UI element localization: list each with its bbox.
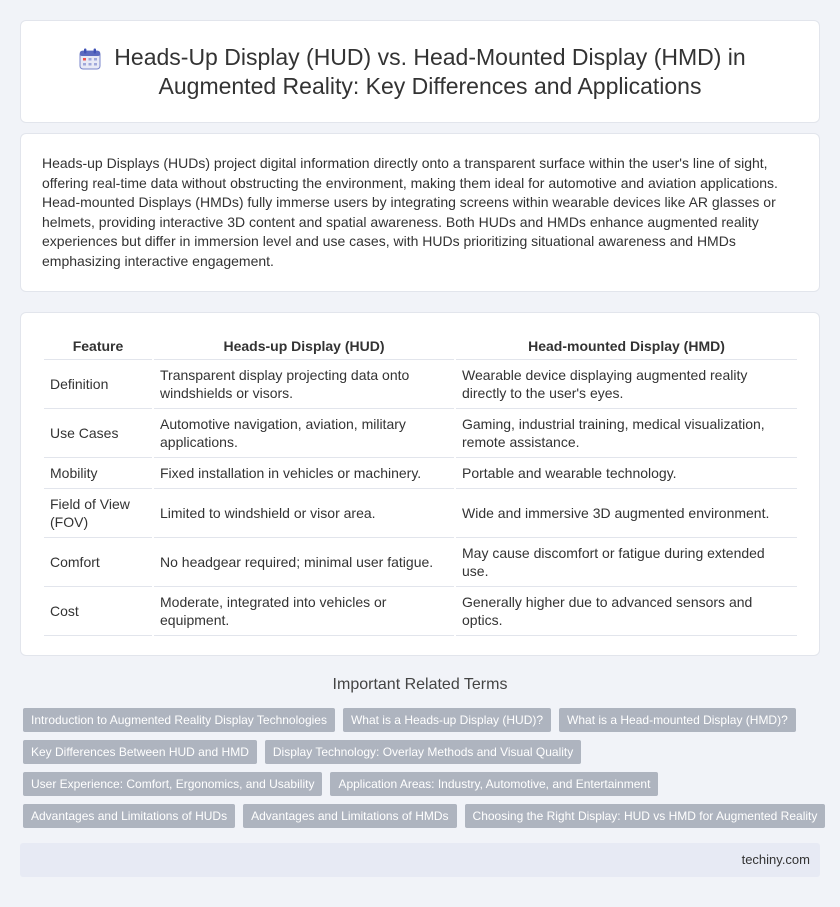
tag-row bbox=[23, 740, 823, 764]
related-term-tag[interactable]: Display Technology: Overlay Methods and Visual Quality bbox=[265, 740, 581, 764]
table-row bbox=[44, 458, 797, 489]
related-term-tag[interactable]: Advantages and Limitations of HMDs bbox=[243, 804, 456, 828]
related-term-tag[interactable]: Key Differences Between HUD and HMD bbox=[23, 740, 257, 764]
hmd-cell: Gaming, industrial training, medical visualization, remote assistance. bbox=[456, 409, 797, 458]
table-row bbox=[44, 360, 797, 409]
related-term-tag[interactable]: Advantages and Limitations of HUDs bbox=[23, 804, 235, 828]
hud-cell: Transparent display projecting data onto windshields or visors. bbox=[154, 360, 454, 409]
related-term-tag[interactable]: User Experience: Comfort, Ergonomics, and Usability bbox=[23, 772, 322, 796]
related-term-tag[interactable]: Choosing the Right Display: HUD vs HMD for Augmented Reality bbox=[465, 804, 826, 828]
hud-cell: Moderate, integrated into vehicles or equipment. bbox=[154, 587, 454, 636]
hud-cell: Automotive navigation, aviation, military applications. bbox=[154, 409, 454, 458]
hmd-cell: May cause discomfort or fatigue during extended use. bbox=[456, 538, 797, 587]
feature-cell: Definition bbox=[44, 360, 152, 409]
related-terms-heading: Important Related Terms bbox=[332, 676, 508, 693]
table-row bbox=[44, 489, 797, 538]
page-title: Heads-Up Display (HUD) vs. Head-Mounted Display (HMD) in Augmented Reality: Key Differences and Applications bbox=[114, 43, 746, 99]
tag-row bbox=[23, 804, 823, 828]
column-header-feature: Feature bbox=[44, 334, 152, 360]
hud-cell: No headgear required; minimal user fatigue. bbox=[154, 538, 454, 587]
related-terms-list bbox=[23, 708, 823, 836]
related-term-tag[interactable]: What is a Heads-up Display (HUD)? bbox=[343, 708, 551, 732]
site-credit[interactable]: techiny.com bbox=[741, 852, 810, 867]
table-row bbox=[44, 538, 797, 587]
hmd-cell: Generally higher due to advanced sensors and optics. bbox=[456, 587, 797, 636]
tag-row bbox=[23, 708, 823, 732]
feature-cell: Cost bbox=[44, 587, 152, 636]
tag-row bbox=[23, 772, 823, 796]
table-row bbox=[44, 587, 797, 636]
related-term-tag[interactable]: What is a Head-mounted Display (HMD)? bbox=[559, 708, 796, 732]
hmd-cell: Wearable device displaying augmented reality directly to the user's eyes. bbox=[456, 360, 797, 409]
hud-cell: Limited to windshield or visor area. bbox=[154, 489, 454, 538]
related-term-tag[interactable]: Application Areas: Industry, Automotive, and Entertainment bbox=[330, 772, 658, 796]
table-row bbox=[44, 409, 797, 458]
feature-cell: Comfort bbox=[44, 538, 152, 587]
footer bbox=[20, 843, 820, 877]
feature-cell: Use Cases bbox=[44, 409, 152, 458]
hmd-cell: Portable and wearable technology. bbox=[456, 458, 797, 489]
feature-cell: Mobility bbox=[44, 458, 152, 489]
title-card bbox=[20, 20, 820, 123]
hmd-cell: Wide and immersive 3D augmented environment. bbox=[456, 489, 797, 538]
comparison-card bbox=[20, 312, 820, 656]
related-term-tag[interactable]: Introduction to Augmented Reality Display Technologies bbox=[23, 708, 335, 732]
column-header-hmd: Head-mounted Display (HMD) bbox=[456, 334, 797, 360]
intro-paragraph: Heads-up Displays (HUDs) project digital information directly onto a transparent surface within the user's line of sight, offering real-time data without obstructing the environment, making them ideal for automotive and aviation applications. Head-mounted Displays (HMDs) fully immerse users by integrating screens within wearable devices like AR glasses or helmets, providing interactive 3D content and spatial awareness. Both HUDs and HMDs enhance augmented reality experiences but differ in immersion level and use cases, with HUDs prioritizing situational awareness and HMDs emphasizing interactive engagement. bbox=[42, 155, 778, 269]
table-header-row bbox=[44, 334, 797, 360]
column-header-hud: Heads-up Display (HUD) bbox=[154, 334, 454, 360]
feature-cell: Field of View (FOV) bbox=[44, 489, 152, 538]
hud-cell: Fixed installation in vehicles or machinery. bbox=[154, 458, 454, 489]
intro-card bbox=[20, 133, 820, 292]
comparison-table bbox=[42, 334, 799, 636]
